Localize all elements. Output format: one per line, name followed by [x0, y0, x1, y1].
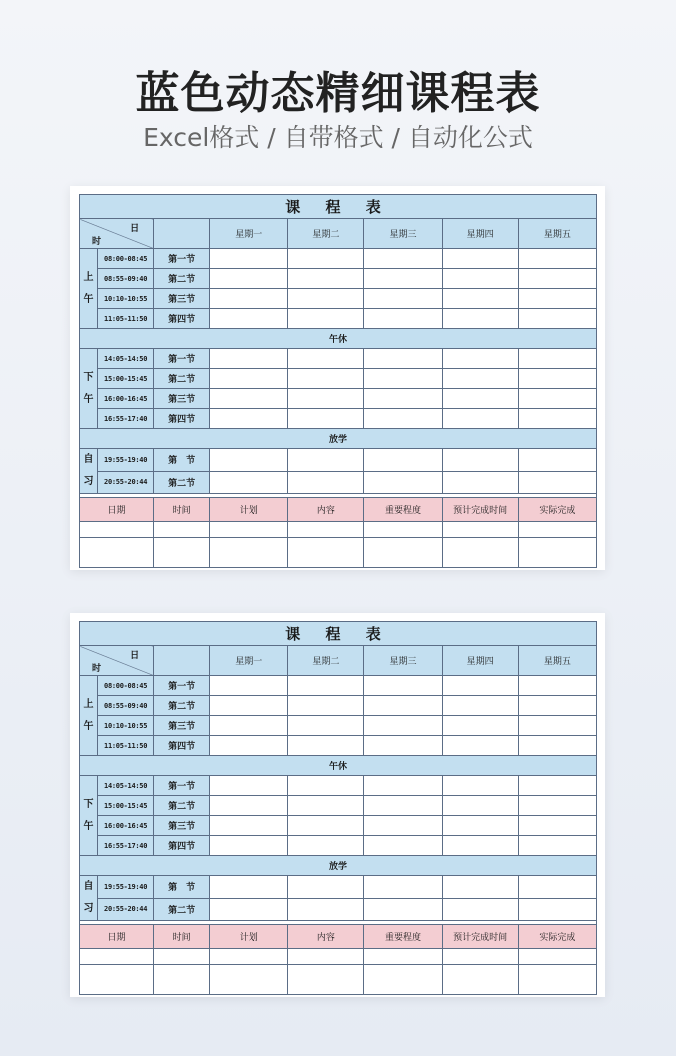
class-cell[interactable]	[364, 796, 442, 816]
class-cell[interactable]	[288, 289, 364, 309]
class-cell[interactable]	[518, 389, 596, 409]
class-cell[interactable]	[364, 409, 442, 429]
plan-cell[interactable]	[288, 965, 364, 995]
plan-header: 重要程度	[364, 498, 442, 522]
plan-header: 计划	[210, 925, 288, 949]
class-cell[interactable]	[288, 876, 364, 899]
class-cell[interactable]	[288, 249, 364, 269]
schedule-row	[80, 349, 597, 369]
evening-label: 自 习	[80, 449, 98, 494]
day-header: 星期一	[210, 219, 288, 249]
time-slot: 11:05-11:50	[98, 309, 154, 329]
class-cell[interactable]	[442, 349, 518, 369]
plan-cell[interactable]	[364, 965, 442, 995]
time-slot: 08:55-09:40	[98, 696, 154, 716]
plan-cell[interactable]	[80, 538, 154, 568]
plan-cell[interactable]	[442, 538, 518, 568]
class-cell[interactable]	[364, 309, 442, 329]
class-cell[interactable]	[210, 289, 288, 309]
day-header: 星期四	[442, 646, 518, 676]
class-cell[interactable]	[210, 776, 288, 796]
class-cell[interactable]	[518, 736, 596, 756]
time-slot: 16:55-17:40	[98, 836, 154, 856]
schedule-row	[80, 736, 597, 756]
plan-header: 预计完成时间	[442, 925, 518, 949]
class-cell[interactable]	[518, 249, 596, 269]
class-cell[interactable]	[210, 309, 288, 329]
class-cell[interactable]	[518, 716, 596, 736]
corner-time-label: 时	[92, 664, 102, 674]
class-cell[interactable]	[518, 449, 596, 472]
class-cell[interactable]	[518, 289, 596, 309]
page-subtitle: Excel格式 / 自带格式 / 自动化公式	[143, 123, 533, 152]
time-slot: 20:55-20:44	[98, 898, 154, 921]
class-cell[interactable]	[364, 676, 442, 696]
class-cell[interactable]	[210, 898, 288, 921]
plan-cell[interactable]	[442, 965, 518, 995]
corner-cell	[80, 646, 154, 676]
class-cell[interactable]	[364, 716, 442, 736]
class-cell[interactable]	[518, 349, 596, 369]
class-cell[interactable]	[442, 471, 518, 494]
class-cell[interactable]	[210, 409, 288, 429]
plan-header: 内容	[288, 925, 364, 949]
period-label: 第二节	[154, 796, 210, 816]
plan-header: 预计完成时间	[442, 498, 518, 522]
plan-cell[interactable]	[518, 965, 596, 995]
class-cell[interactable]	[288, 898, 364, 921]
dismissal-row: 放学	[80, 429, 597, 449]
period-label: 第二节	[154, 369, 210, 389]
class-cell[interactable]	[210, 876, 288, 899]
schedule-preview-1	[70, 186, 605, 570]
plan-cell[interactable]	[288, 949, 364, 965]
time-slot: 19:55-19:40	[98, 876, 154, 899]
class-cell[interactable]	[518, 796, 596, 816]
class-cell[interactable]	[442, 898, 518, 921]
plan-header: 实际完成	[518, 925, 596, 949]
class-cell[interactable]	[518, 776, 596, 796]
schedule-row	[80, 898, 597, 921]
schedule-row	[80, 449, 597, 472]
class-cell[interactable]	[442, 696, 518, 716]
schedule-row	[80, 471, 597, 494]
class-cell[interactable]	[442, 249, 518, 269]
period-label: 第三节	[154, 816, 210, 836]
time-slot: 16:00-16:45	[98, 816, 154, 836]
class-cell[interactable]	[210, 449, 288, 472]
class-cell[interactable]	[442, 876, 518, 899]
plan-cell[interactable]	[442, 522, 518, 538]
plan-header: 时间	[154, 925, 210, 949]
schedule-preview-2	[70, 613, 605, 997]
class-cell[interactable]	[518, 876, 596, 899]
time-slot: 08:00-08:45	[98, 676, 154, 696]
class-cell[interactable]	[210, 716, 288, 736]
schedule-heading: 课 程 表	[80, 195, 597, 219]
period-label: 第三节	[154, 289, 210, 309]
period-label: 第 节	[154, 449, 210, 472]
class-cell[interactable]	[442, 776, 518, 796]
class-cell[interactable]	[288, 776, 364, 796]
class-cell[interactable]	[364, 369, 442, 389]
period-label: 第二节	[154, 269, 210, 289]
class-cell[interactable]	[210, 676, 288, 696]
schedule-row	[80, 289, 597, 309]
period-label: 第四节	[154, 836, 210, 856]
plan-cell[interactable]	[154, 538, 210, 568]
class-cell[interactable]	[364, 289, 442, 309]
class-cell[interactable]	[518, 816, 596, 836]
corner-time-label: 时	[92, 237, 102, 247]
class-cell[interactable]	[288, 736, 364, 756]
time-slot: 10:10-10:55	[98, 289, 154, 309]
plan-header: 日期	[80, 925, 154, 949]
period-label: 第三节	[154, 716, 210, 736]
plan-cell[interactable]	[154, 965, 210, 995]
plan-cell[interactable]	[210, 522, 288, 538]
class-cell[interactable]	[442, 449, 518, 472]
plan-cell[interactable]	[518, 522, 596, 538]
schedule-row	[80, 409, 597, 429]
schedule-row	[80, 369, 597, 389]
plan-cell[interactable]	[80, 965, 154, 995]
class-cell[interactable]	[518, 898, 596, 921]
class-cell[interactable]	[288, 676, 364, 696]
period-label: 第二节	[154, 471, 210, 494]
class-cell[interactable]	[210, 796, 288, 816]
schedule-row	[80, 836, 597, 856]
plan-cell[interactable]	[80, 522, 154, 538]
afternoon-label: 下 午	[80, 776, 98, 856]
time-slot: 20:55-20:44	[98, 471, 154, 494]
day-header: 星期一	[210, 646, 288, 676]
class-cell[interactable]	[442, 369, 518, 389]
period-label: 第二节	[154, 696, 210, 716]
class-cell[interactable]	[364, 776, 442, 796]
period-label: 第一节	[154, 776, 210, 796]
period-label: 第一节	[154, 676, 210, 696]
class-cell[interactable]	[442, 736, 518, 756]
class-cell[interactable]	[442, 309, 518, 329]
plan-cell[interactable]	[364, 949, 442, 965]
class-cell[interactable]	[288, 836, 364, 856]
class-cell[interactable]	[442, 389, 518, 409]
schedule-row	[80, 249, 597, 269]
class-cell[interactable]	[364, 876, 442, 899]
class-cell[interactable]	[364, 471, 442, 494]
plan-cell[interactable]	[518, 538, 596, 568]
plan-header: 计划	[210, 498, 288, 522]
corner-day-label: 日	[130, 651, 140, 661]
period-label: 第四节	[154, 409, 210, 429]
noon-break-row: 午休	[80, 329, 597, 349]
plan-cell[interactable]	[288, 522, 364, 538]
plan-cell[interactable]	[210, 949, 288, 965]
plan-cell[interactable]	[288, 538, 364, 568]
time-slot: 10:10-10:55	[98, 716, 154, 736]
period-label: 第 节	[154, 876, 210, 899]
class-cell[interactable]	[518, 676, 596, 696]
day-header: 星期三	[364, 219, 442, 249]
schedule-heading: 课 程 表	[80, 622, 597, 646]
plan-cell[interactable]	[518, 949, 596, 965]
class-cell[interactable]	[210, 696, 288, 716]
schedule-row	[80, 696, 597, 716]
class-cell[interactable]	[210, 836, 288, 856]
class-cell[interactable]	[442, 409, 518, 429]
schedule-row	[80, 389, 597, 409]
class-cell[interactable]	[288, 696, 364, 716]
class-cell[interactable]	[518, 836, 596, 856]
class-cell[interactable]	[442, 269, 518, 289]
class-cell[interactable]	[518, 409, 596, 429]
period-label: 第二节	[154, 898, 210, 921]
class-cell[interactable]	[210, 471, 288, 494]
corner-day-label: 日	[130, 224, 140, 234]
day-header: 星期五	[518, 646, 596, 676]
class-cell[interactable]	[288, 269, 364, 289]
period-label: 第四节	[154, 736, 210, 756]
time-slot: 14:05-14:50	[98, 776, 154, 796]
class-cell[interactable]	[442, 836, 518, 856]
day-header: 星期二	[288, 646, 364, 676]
plan-header: 日期	[80, 498, 154, 522]
period-header-cell	[154, 646, 210, 676]
schedule-row	[80, 876, 597, 899]
schedule-table	[79, 194, 597, 568]
class-cell[interactable]	[210, 369, 288, 389]
corner-cell	[80, 219, 154, 249]
schedule-row	[80, 816, 597, 836]
class-cell[interactable]	[288, 449, 364, 472]
plan-cell[interactable]	[442, 949, 518, 965]
day-header: 星期五	[518, 219, 596, 249]
class-cell[interactable]	[210, 389, 288, 409]
dismissal-row: 放学	[80, 856, 597, 876]
day-header: 星期二	[288, 219, 364, 249]
time-slot: 11:05-11:50	[98, 736, 154, 756]
class-cell[interactable]	[518, 309, 596, 329]
class-cell[interactable]	[518, 269, 596, 289]
class-cell[interactable]	[364, 736, 442, 756]
class-cell[interactable]	[288, 816, 364, 836]
plan-cell[interactable]	[80, 949, 154, 965]
class-cell[interactable]	[288, 309, 364, 329]
plan-cell[interactable]	[154, 949, 210, 965]
plan-header: 内容	[288, 498, 364, 522]
evening-label: 自 习	[80, 876, 98, 921]
class-cell[interactable]	[288, 716, 364, 736]
time-slot: 08:00-08:45	[98, 249, 154, 269]
schedule-row	[80, 309, 597, 329]
schedule-row	[80, 676, 597, 696]
class-cell[interactable]	[288, 796, 364, 816]
class-cell[interactable]	[518, 369, 596, 389]
class-cell[interactable]	[364, 898, 442, 921]
plan-header: 时间	[154, 498, 210, 522]
plan-cell[interactable]	[364, 522, 442, 538]
period-label: 第一节	[154, 349, 210, 369]
period-label: 第一节	[154, 249, 210, 269]
time-slot: 15:00-15:45	[98, 796, 154, 816]
schedule-row	[80, 776, 597, 796]
plan-cell[interactable]	[210, 965, 288, 995]
class-cell[interactable]	[442, 289, 518, 309]
class-cell[interactable]	[364, 269, 442, 289]
time-slot: 16:55-17:40	[98, 409, 154, 429]
class-cell[interactable]	[288, 349, 364, 369]
class-cell[interactable]	[518, 696, 596, 716]
class-cell[interactable]	[210, 269, 288, 289]
class-cell[interactable]	[288, 369, 364, 389]
time-slot: 15:00-15:45	[98, 369, 154, 389]
class-cell[interactable]	[364, 349, 442, 369]
class-cell[interactable]	[210, 736, 288, 756]
class-cell[interactable]	[442, 676, 518, 696]
schedule-row	[80, 796, 597, 816]
schedule-row	[80, 269, 597, 289]
morning-label: 上 午	[80, 676, 98, 756]
period-header-cell	[154, 219, 210, 249]
plan-cell[interactable]	[364, 538, 442, 568]
class-cell[interactable]	[442, 796, 518, 816]
class-cell[interactable]	[210, 816, 288, 836]
period-label: 第三节	[154, 389, 210, 409]
class-cell[interactable]	[442, 716, 518, 736]
afternoon-label: 下 午	[80, 349, 98, 429]
class-cell[interactable]	[442, 816, 518, 836]
schedule-table	[79, 621, 597, 995]
time-slot: 08:55-09:40	[98, 269, 154, 289]
period-label: 第四节	[154, 309, 210, 329]
class-cell[interactable]	[210, 349, 288, 369]
plan-cell[interactable]	[154, 522, 210, 538]
class-cell[interactable]	[364, 816, 442, 836]
day-header: 星期三	[364, 646, 442, 676]
plan-cell[interactable]	[210, 538, 288, 568]
schedule-row	[80, 716, 597, 736]
class-cell[interactable]	[364, 389, 442, 409]
class-cell[interactable]	[210, 249, 288, 269]
class-cell[interactable]	[518, 471, 596, 494]
noon-break-row: 午休	[80, 756, 597, 776]
day-header: 星期四	[442, 219, 518, 249]
time-slot: 16:00-16:45	[98, 389, 154, 409]
class-cell[interactable]	[288, 471, 364, 494]
class-cell[interactable]	[364, 696, 442, 716]
plan-header: 实际完成	[518, 498, 596, 522]
page-title: 蓝色动态精细课程表	[135, 68, 541, 119]
class-cell[interactable]	[288, 409, 364, 429]
time-slot: 19:55-19:40	[98, 449, 154, 472]
time-slot: 14:05-14:50	[98, 349, 154, 369]
class-cell[interactable]	[364, 836, 442, 856]
morning-label: 上 午	[80, 249, 98, 329]
class-cell[interactable]	[364, 449, 442, 472]
plan-header: 重要程度	[364, 925, 442, 949]
class-cell[interactable]	[288, 389, 364, 409]
class-cell[interactable]	[364, 249, 442, 269]
